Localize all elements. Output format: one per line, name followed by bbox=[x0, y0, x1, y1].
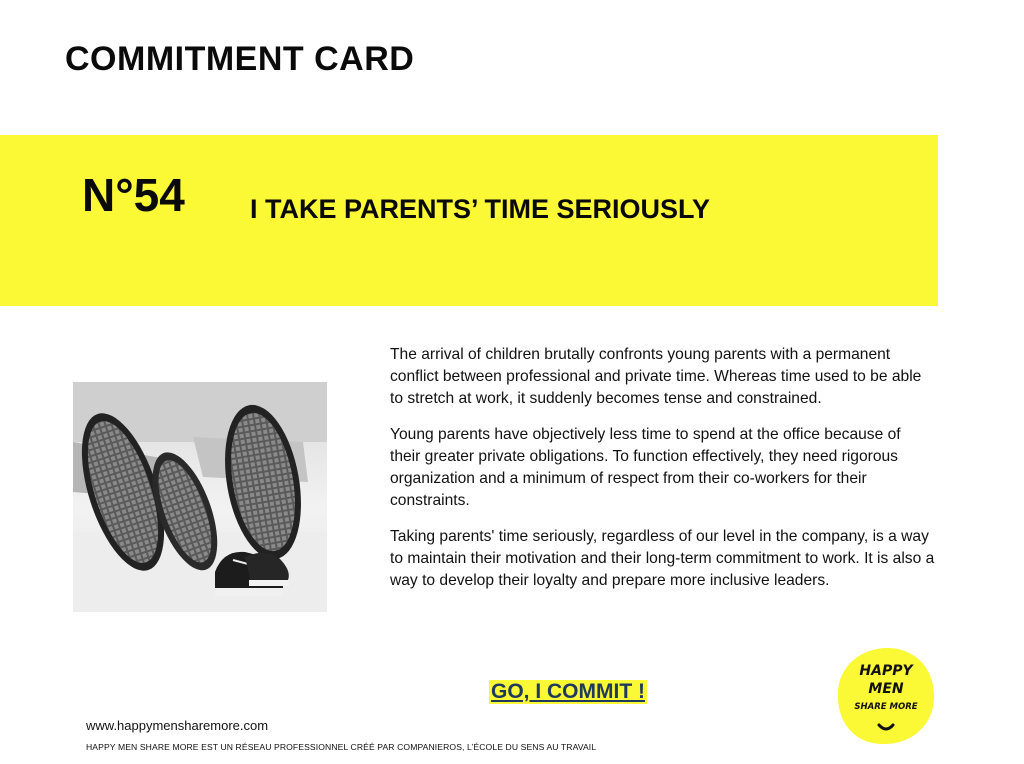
page-title: COMMITMENT CARD bbox=[65, 40, 415, 78]
happy-men-logo bbox=[835, 645, 937, 747]
paragraph-2: Young parents have objectively less time to spend at the office because of their greater private obligations. To function effectively, they need rigorous organization and a minimum of respect from their co-workers for their constraints. bbox=[390, 426, 901, 509]
commit-link[interactable]: GO, I COMMIT ! bbox=[491, 680, 645, 703]
website-link[interactable]: www.happymensharemore.com bbox=[86, 718, 269, 733]
card-heading: I TAKE PARENTS’ TIME SERIOUSLY bbox=[250, 194, 711, 224]
card-number: N°54 bbox=[82, 169, 185, 221]
paragraph-3: Taking parents' time seriously, regardless of our level in the company, is a way to maintain their motivation and their long-term commitment to work. It is also a way to develop their loyalty and prepare more inclusive leaders. bbox=[390, 528, 935, 589]
logo-line-happy: HAPPY bbox=[859, 663, 913, 679]
shoes-photo bbox=[73, 382, 327, 612]
footer-note: HAPPY MEN SHARE MORE EST UN RÉSEAU PROFESSIONNEL CRÉÉ PAR COMPANIEROS, L’ÉCOLE DU SENS AU TRAVAIL bbox=[86, 742, 597, 752]
logo-line-share-more: SHARE MORE bbox=[854, 702, 918, 712]
paragraph-1: The arrival of children brutally confronts young parents with a permanent conflict between professional and private time. Whereas time used to be able to stretch at work, it suddenly becomes tense and constrained. bbox=[390, 346, 922, 407]
card-body bbox=[390, 344, 935, 606]
logo-line-men: MEN bbox=[868, 681, 904, 697]
